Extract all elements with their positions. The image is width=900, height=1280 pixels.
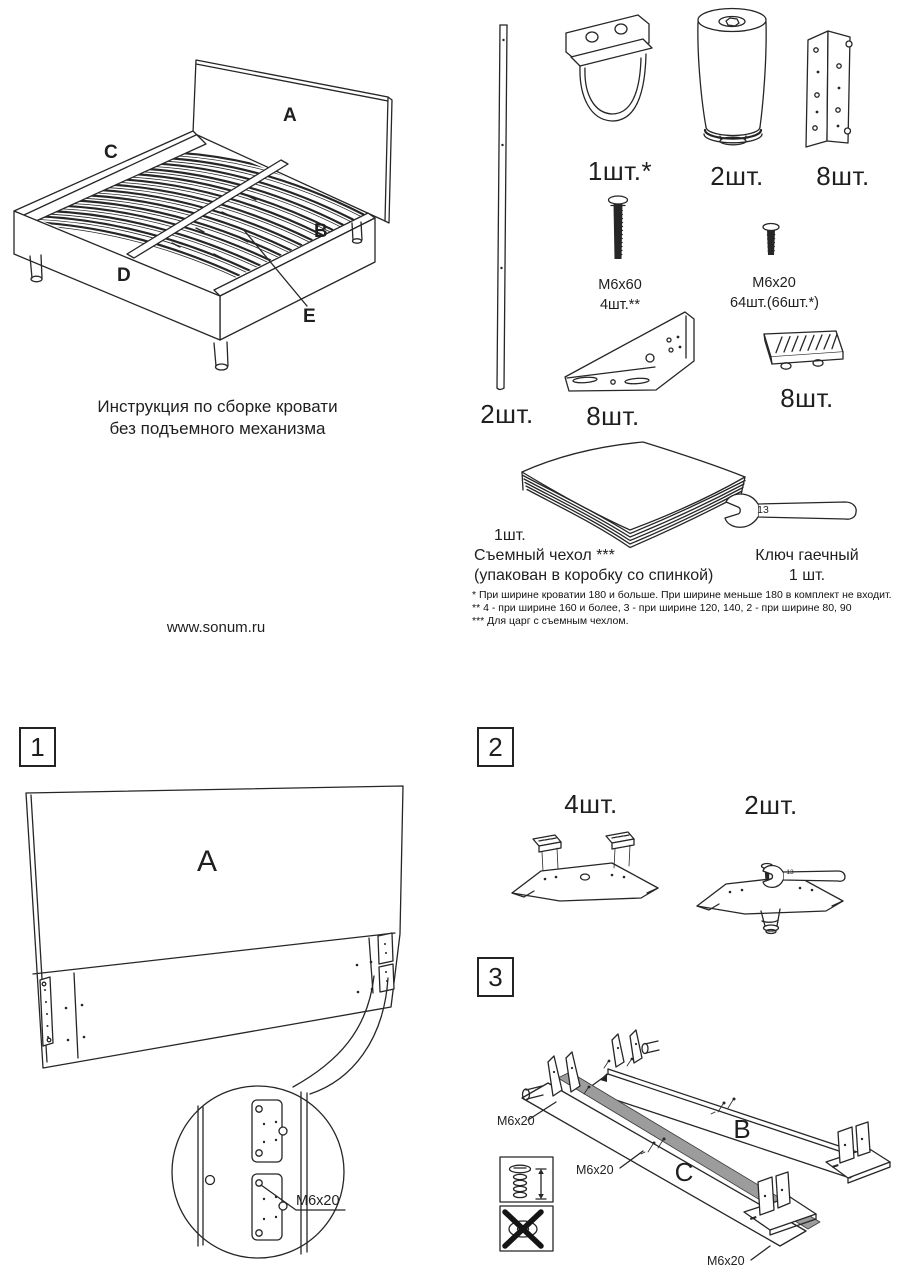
part-screw-m6x20-drawing	[763, 224, 779, 256]
wrench-size-label: 13	[757, 504, 769, 516]
bed-label-d: D	[117, 265, 131, 286]
page-title-line1: Инструкция по сборке кровати	[97, 397, 338, 416]
step2-wrench-size: 13	[786, 869, 794, 876]
step3-leader-3	[751, 1246, 770, 1260]
step1-screw-callout: M6x20	[296, 1193, 340, 1209]
bed-label-b: B	[314, 221, 328, 242]
bed-overview-drawing	[14, 60, 392, 370]
footnote-2: ** 4 - при ширине 160 и более, 3 - при ширине 120, 140, 2 - при ширине 80, 90	[472, 602, 852, 614]
part-corner-bracket-drawing	[806, 31, 852, 147]
footnote-1: * При ширине кроватии 180 и больше. При ширине меньше 180 в комплект не входит.	[472, 589, 892, 601]
part-bolt-m6x60-drawing	[609, 196, 628, 259]
step3-rails-drawing	[522, 1030, 890, 1260]
part-profile-bar-drawing	[497, 25, 507, 390]
bed-label-e: E	[303, 306, 316, 327]
qty-leg: 2шт.	[710, 161, 764, 191]
page-title-line2: без подъемного механизма	[109, 419, 326, 438]
cover-name-label: Съемный чехол ***	[474, 547, 615, 564]
step3-no-tighten-box	[500, 1206, 553, 1251]
step3-number-box: 3	[477, 957, 514, 997]
step3-screw-callout-2: M6x20	[576, 1163, 614, 1177]
part-gusset-drawing	[565, 312, 694, 391]
step1-detail-circle	[172, 1086, 345, 1258]
step1-panel-label: A	[196, 845, 217, 878]
part-wrench-drawing	[725, 494, 856, 527]
step1-number-box: 1	[19, 727, 56, 767]
step2-leg-bracket-drawing	[697, 864, 845, 934]
wrench-qty-label: 1 шт.	[788, 567, 826, 584]
qty-hook-bracket: 1шт.*	[587, 156, 653, 186]
bolt-qty-label: 4шт.**	[599, 297, 641, 313]
step2-bracket-drawing	[512, 832, 658, 901]
step3-rail-b-left-end	[604, 1030, 659, 1068]
wrench-name-label: Ключ гаечный	[755, 547, 859, 564]
part-hook-bracket-drawing	[566, 15, 652, 121]
step3-screw-callout-1: M6x20	[497, 1114, 535, 1128]
bed-label-a: A	[283, 105, 297, 126]
screw-size-label: M6x20	[752, 275, 796, 291]
step3-rail-b-label: B	[733, 1114, 751, 1144]
cover-qty-label: 1шт.	[494, 527, 526, 544]
step2-bracket-qty: 4шт.	[564, 789, 618, 819]
step2-number-box: 2	[477, 727, 514, 767]
bolt-size-label: M6x60	[598, 277, 642, 293]
qty-glide: 8шт.	[780, 383, 834, 413]
cover-note-label: (упакован в коробку со спинкой)	[474, 567, 714, 584]
part-leg-drawing	[698, 9, 766, 145]
step3-rail-c-label: C	[674, 1157, 694, 1187]
step2-leg-bracket-qty: 2шт.	[744, 790, 798, 820]
footnote-3: *** Для царг с съемным чехлом.	[472, 615, 629, 627]
part-cover-drawing	[522, 442, 745, 548]
step3-screw-depth-box	[500, 1157, 553, 1202]
screw-qty-label: 64шт.(66шт.*)	[730, 295, 819, 311]
part-glide-drawing	[764, 331, 843, 369]
step3-screw-callout-3: M6x20	[707, 1254, 745, 1268]
qty-gusset: 8шт.	[586, 401, 640, 431]
qty-corner-bracket: 8шт.	[816, 161, 870, 191]
bed-label-c: C	[104, 142, 118, 163]
qty-profile-bar: 2шт.	[480, 399, 534, 429]
website-link: www.sonum.ru	[166, 619, 266, 636]
